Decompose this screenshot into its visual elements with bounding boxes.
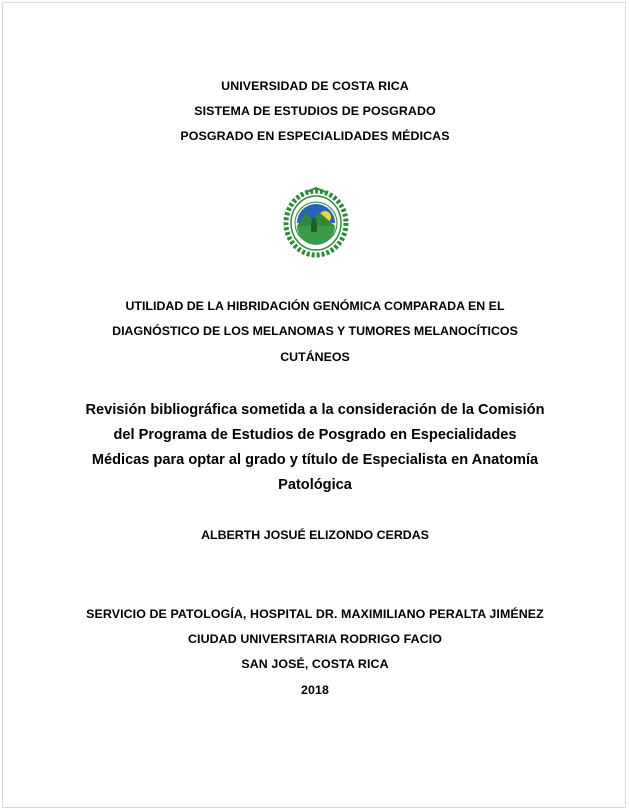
subtitle-line-2: del Programa de Estudios de Posgrado en Especialidades <box>113 427 517 443</box>
subtitle-line-1: Revisión bibliográfica sometida a la consideración de la Comisión <box>85 402 545 418</box>
author-name: ALBERTH JOSUÉ ELIZONDO CERDAS <box>201 528 429 542</box>
city-country: SAN JOSÉ, COSTA RICA <box>241 657 389 671</box>
graduate-system: SISTEMA DE ESTUDIOS DE POSGRADO <box>194 104 436 118</box>
year: 2018 <box>301 683 329 697</box>
subtitle-line-3: Médicas para optar al grado y título de Especialista en Anatomía <box>91 452 539 468</box>
university-seal-icon <box>282 186 350 258</box>
service-hospital: SERVICIO DE PATOLOGÍA, HOSPITAL DR. MAXIMILIANO PERALTA JIMÉNEZ <box>86 607 544 621</box>
university-name: UNIVERSIDAD DE COSTA RICA <box>221 79 409 93</box>
thesis-title-line-2: DIAGNÓSTICO DE LOS MELANOMAS Y TUMORES MELANOCÍTICOS <box>112 324 518 338</box>
thesis-title-line-1: UTILIDAD DE LA HIBRIDACIÓN GENÓMICA COMPARADA EN EL <box>125 299 505 313</box>
graduate-program: POSGRADO EN ESPECIALIDADES MÉDICAS <box>180 129 450 143</box>
subtitle-line-4: Patológica <box>278 477 352 493</box>
campus-name: CIUDAD UNIVERSITARIA RODRIGO FACIO <box>188 632 442 646</box>
thesis-title-line-3: CUTÁNEOS <box>280 350 350 364</box>
